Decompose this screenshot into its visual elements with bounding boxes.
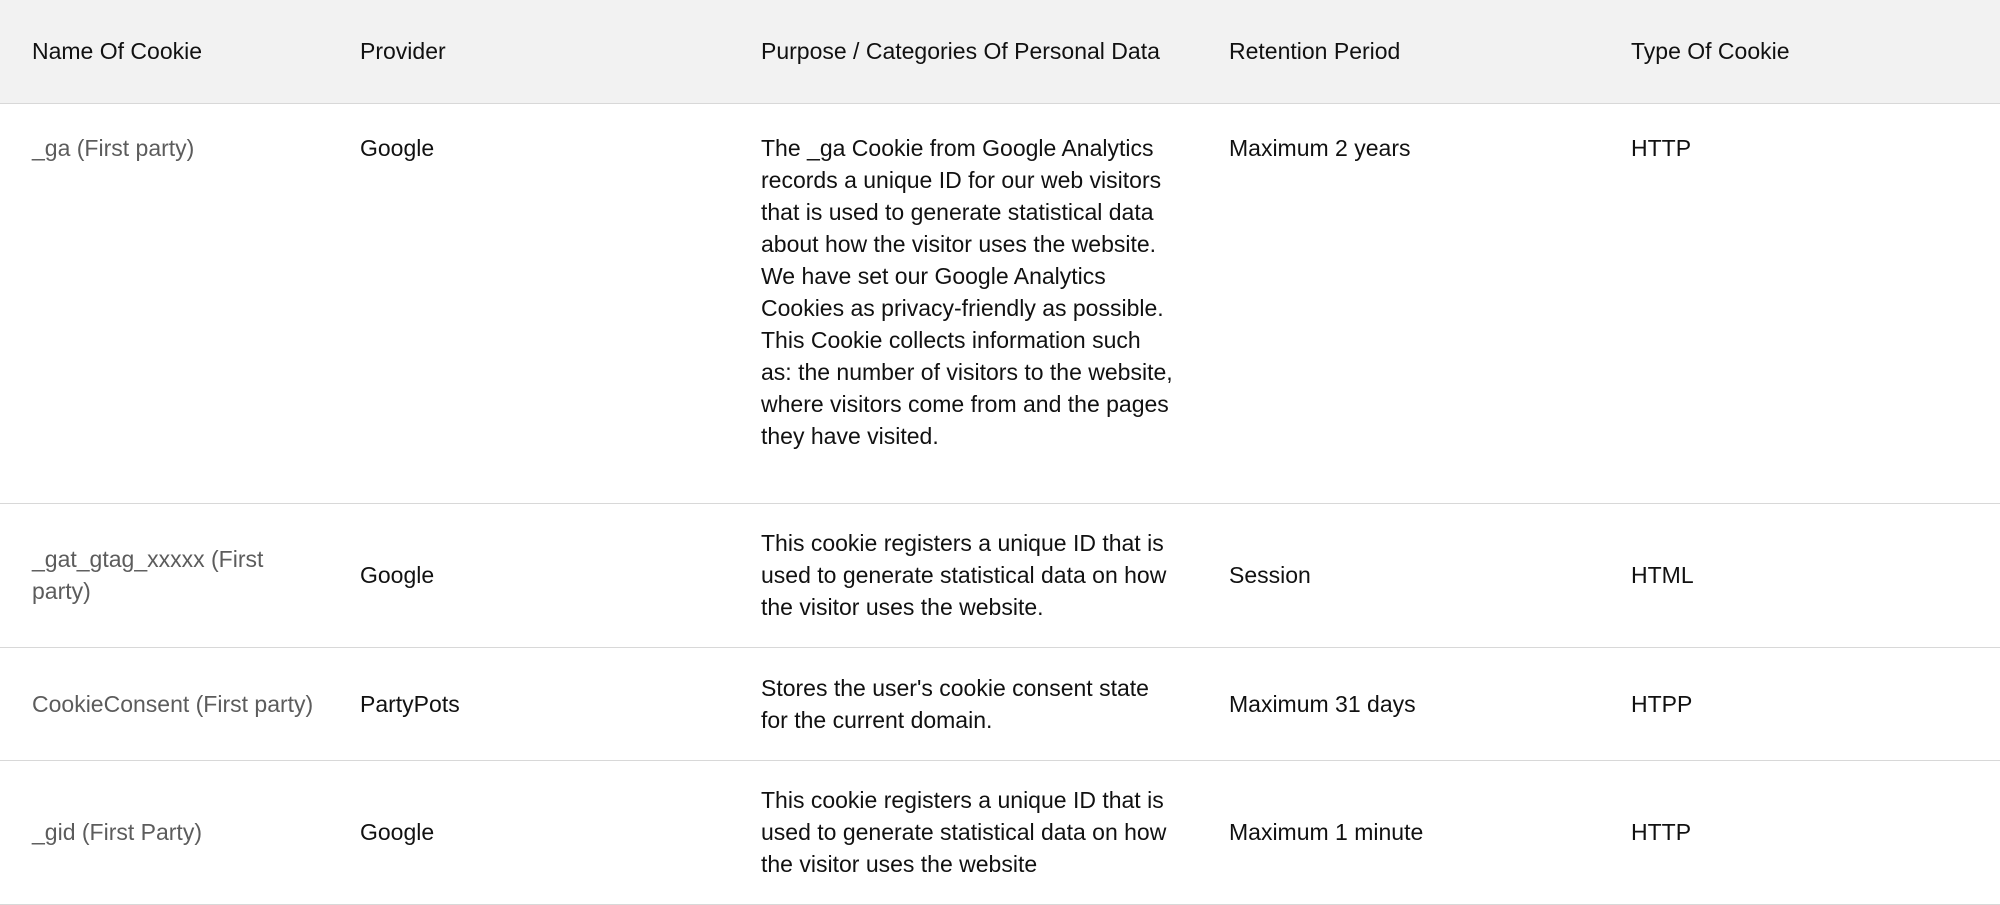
cookie-name: _gid (First Party)	[0, 760, 328, 904]
cookie-purpose: This cookie registers a unique ID that is used to generate statistical data on how the visitor uses the website.	[729, 503, 1197, 647]
header-retention-period: Retention Period	[1197, 0, 1599, 103]
cookie-provider: Google	[328, 760, 729, 904]
table-header	[0, 0, 2000, 103]
cookie-provider: Google	[328, 103, 729, 503]
table-row	[0, 103, 2000, 503]
table-row	[0, 503, 2000, 647]
cookie-retention: Session	[1197, 503, 1599, 647]
cookie-provider: PartyPots	[328, 647, 729, 760]
cookie-name: _gat_gtag_xxxxx (First party)	[0, 503, 328, 647]
header-type-of-cookie: Type Of Cookie	[1599, 0, 2000, 103]
cookie-purpose: This cookie registers a unique ID that is used to generate statistical data on how the visitor uses the website	[729, 760, 1197, 904]
header-name-of-cookie: Name Of Cookie	[0, 0, 328, 103]
header-purpose: Purpose / Categories Of Personal Data	[729, 0, 1197, 103]
cookie-name: _ga (First party)	[0, 103, 328, 503]
cookie-type: HTML	[1599, 503, 2000, 647]
table-body	[0, 103, 2000, 904]
header-row	[0, 0, 2000, 103]
cookie-type: HTTP	[1599, 103, 2000, 503]
table-row	[0, 760, 2000, 904]
cookie-name: CookieConsent (First party)	[0, 647, 328, 760]
cookie-type: HTTP	[1599, 760, 2000, 904]
cookie-retention: Maximum 2 years	[1197, 103, 1599, 503]
cookie-retention: Maximum 1 minute	[1197, 760, 1599, 904]
header-provider: Provider	[328, 0, 729, 103]
cookie-provider: Google	[328, 503, 729, 647]
cookie-purpose: The _ga Cookie from Google Analytics records a unique ID for our web visitors that is used to generate statistical data about how the visitor uses the website. We have set our Google Analytics Cookies as privacy-friendly as possible. This Cookie collects information such as: the number of visitors to the website, where visitors come from and the pages they have visited.	[729, 103, 1197, 503]
cookie-retention: Maximum 31 days	[1197, 647, 1599, 760]
table-row	[0, 647, 2000, 760]
cookie-type: HTPP	[1599, 647, 2000, 760]
cookie-purpose: Stores the user's cookie consent state for the current domain.	[729, 647, 1197, 760]
